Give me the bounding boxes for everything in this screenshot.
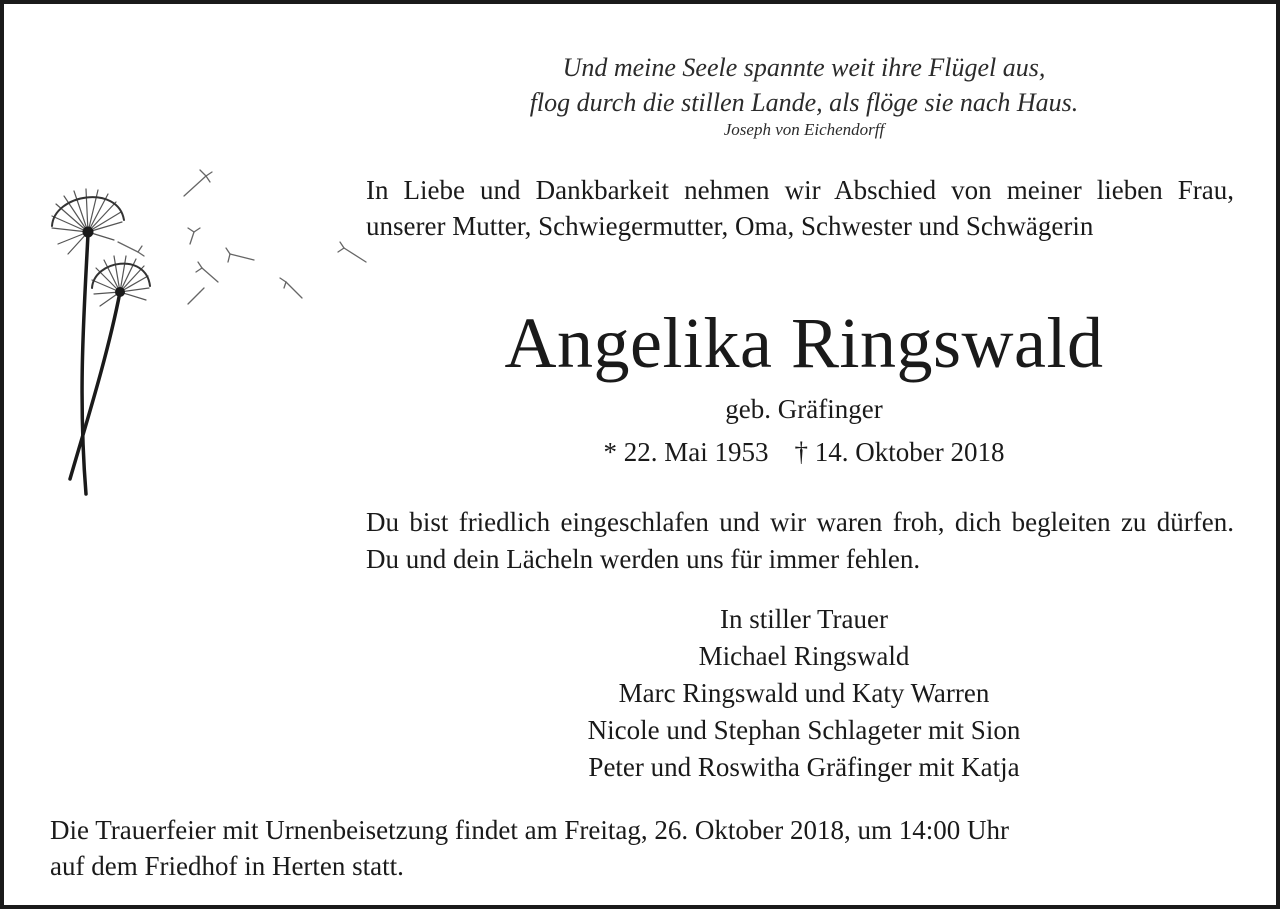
quote-author: Joseph von Eichendorff	[723, 120, 885, 139]
mourner-name: Marc Ringswald und Katy Warren	[618, 678, 990, 708]
mourners-heading: In stiller Trauer	[720, 604, 888, 634]
maiden-name: geb. Gräfinger	[725, 394, 883, 424]
ceremony-line-2: auf dem Friedhof in Herten statt.	[50, 851, 404, 881]
quote	[364, 50, 1244, 142]
quote-line-2: flog durch die stillen Lande, als flöge sie nach Haus.	[529, 88, 1079, 117]
intro-text: In Liebe und Dankbarkeit nehmen wir Abschied von meiner lieben Frau, unserer Mutter, Schwiegermutter, Oma, Schwester und Schwägerin	[366, 175, 1234, 241]
death-date: † 14. Oktober 2018	[794, 437, 1005, 467]
mourner-name: Michael Ringswald	[698, 641, 910, 671]
dandelion-icon	[48, 164, 368, 499]
mourner-name: Nicole und Stephan Schlageter mit Sion	[587, 715, 1021, 745]
mourner-name: Peter und Roswitha Gräfinger mit Katja	[588, 752, 1020, 782]
birth-date: * 22. Mai 1953	[603, 437, 769, 467]
deceased-name: Angelika Ringswald	[504, 303, 1104, 383]
quote-line-1: Und meine Seele spannte weit ihre Flügel aus,	[562, 53, 1046, 82]
farewell-text: Du bist friedlich eingeschlafen und wir waren froh, dich begleiten zu dürfen. Du und dein Lächeln werden uns für immer fehlen.	[366, 507, 1234, 574]
mourners-list	[364, 601, 1244, 786]
ceremony-info	[50, 812, 1230, 884]
life-dates	[364, 434, 1244, 470]
ceremony-line-1: Die Trauerfeier mit Urnenbeisetzung findet am Freitag, 26. Oktober 2018, um 14:00 Uhr	[50, 815, 1010, 845]
